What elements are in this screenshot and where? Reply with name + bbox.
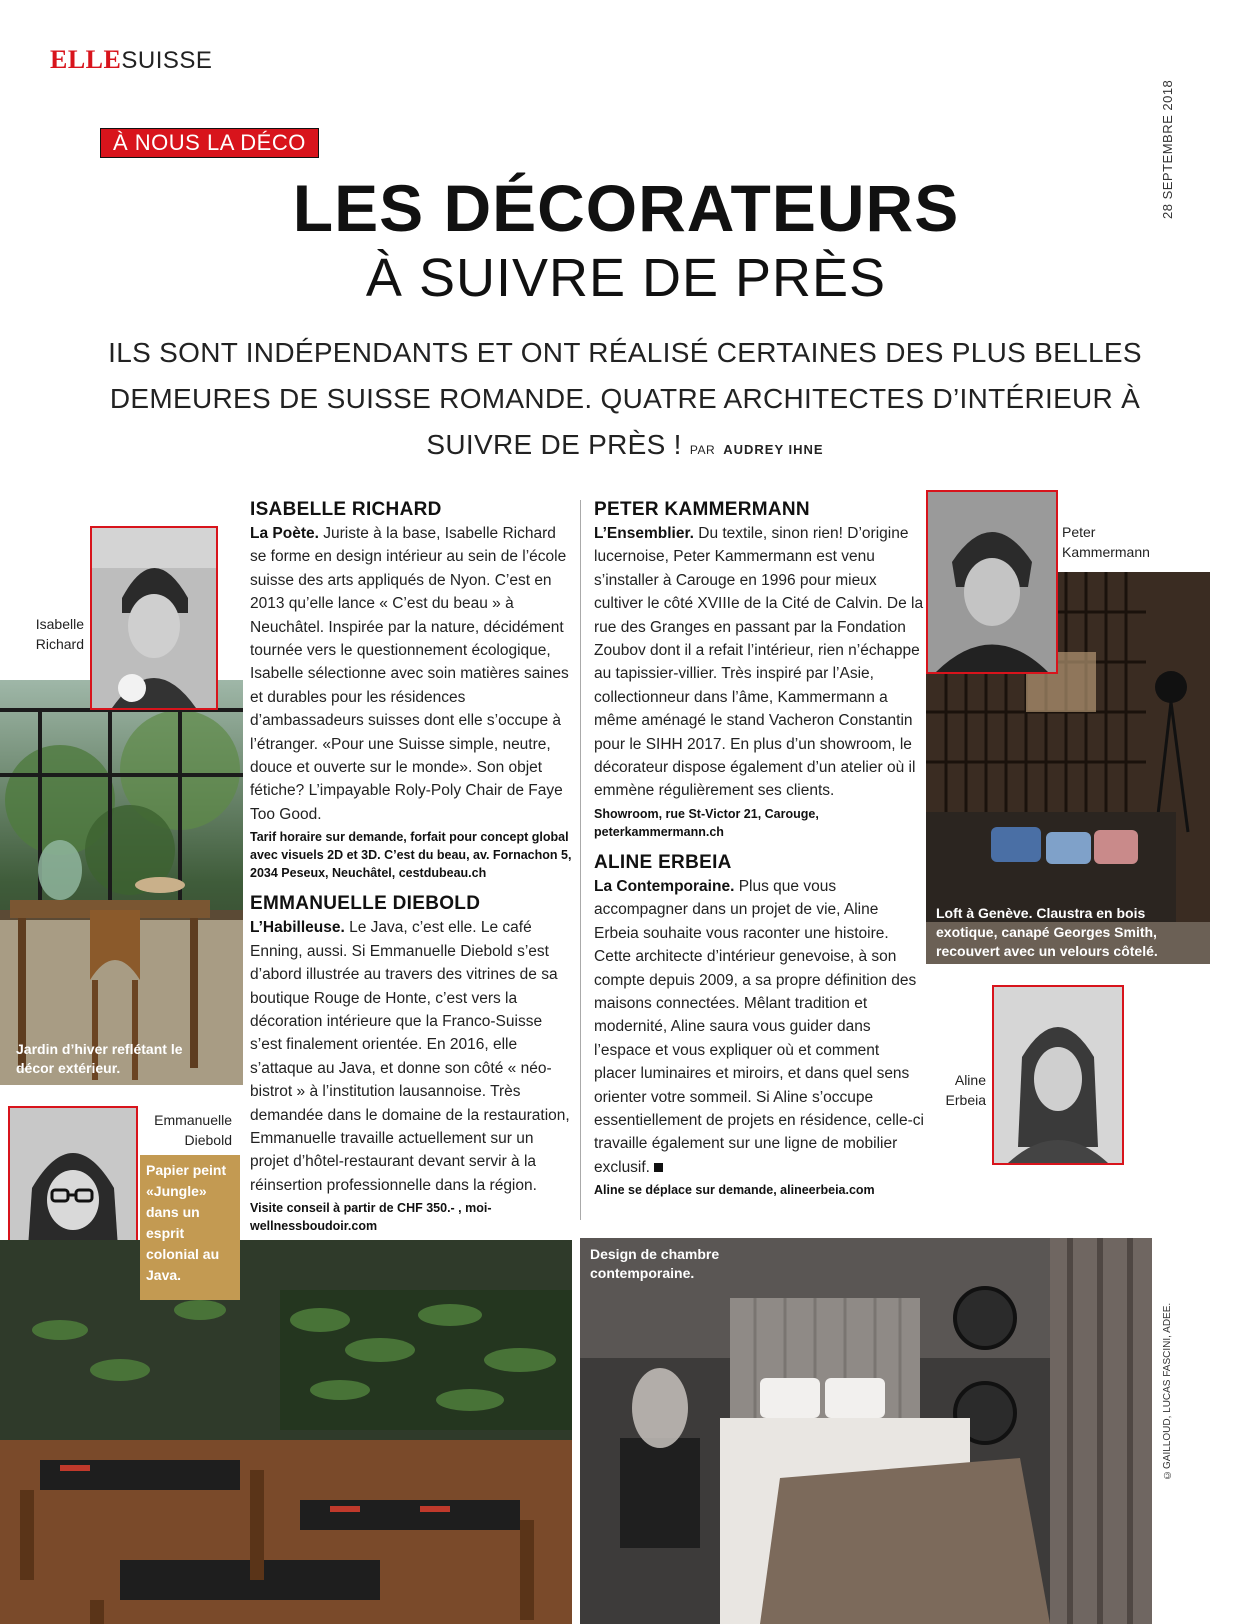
aline-text: Plus que vous accompagner dans un projet de vie, Aline Erbeia souhaite vous raconter une histoire. Cette architecte d’intérieur genevoise, à son compte depuis 2009, a sa propre définition des maisons connectées. Mêlant tradition et modernité, Aline saura vous guider dans l’espace et vous expliquer où et comment placer luminaires et miroirs, et dans quel sens orienter votre sommeil. Si Aline s’occupe essentiellement de projets en résidence, celle-ci travaille également sur une ligne de mobilier exclusif. [594, 877, 924, 1176]
peter-portrait-illustration [928, 492, 1056, 672]
brand-name: ELLE [50, 45, 122, 74]
column-divider [580, 500, 581, 1220]
aline-info: Aline se déplace sur demande, alineerbeia.com [594, 1183, 875, 1198]
aline-portrait-illustration [994, 987, 1122, 1163]
peter-portrait [926, 490, 1058, 674]
aline-body [594, 875, 924, 1179]
peter-text: Du textile, sinon rien! D’origine lucernoise, Peter Kammermann est venu s’installer à Carouge en 1996 pour mieux cultiver le côté XVIIIe de la Cité de Calvin. De la rue des Granges en passant par la Fondation Zoubov dont il a refait l’intérieur, rien n’échappe au tapissier-villier. Très inspiré par l’Asie, collectionneur dans l’âme, Kammermann a même aménagé le stand Vacheron Constantin pour le SIHH 2017. En plus d’un showroom, le décorateur dispose également d’un atelier où il emmène régulièrement ses clients. [594, 525, 924, 800]
rubric-label: À NOUS LA DÉCO [100, 128, 319, 158]
isabelle-text: Juriste à la base, Isabelle Richard se forme en design intérieur au sein de l’école suisse des arts appliqués de Nyon. C’est en 2013 qu’elle lance « C’est du beau » à Neuchâtel. Inspirée par la nature, décidément tournée vers le questionnement écologique, Isabelle sélectionne avec soin matières saines et durables pour les résidences d’ambassadeurs suisses dont elle s’occupe à l’étranger. «Pour une Suisse simple, neutre, douce et ouverte sur le monde». Son objet fétiche? L’impayable Roly-Poly Chair de Faye Too Good. [250, 525, 569, 823]
emmanuelle-text: Le Java, c’est elle. Le café Enning, aussi. Si Emmanuelle Diebold s’est d’abord illustrée au travers des vitrines de sa boutique Rouge de Honte, c’est vers la décoration intérieure que la Franco-Suisse s’est finalement orientée. En 2016, elle s’attaque au Java, et donne son côté « néo-bistrot » à l’institution lausannoise. Très demandée dans le domaine de la restauration, Emmanuelle travaille actuellement sur un projet d’hôtel-restaurant devant servir à la réinsertion professionnelle dans la région. [250, 919, 570, 1194]
emmanuelle-lead: L’Habilleuse. [250, 919, 345, 937]
restaurant-illustration [0, 1240, 572, 1624]
isabelle-portrait-caption: Isabelle Richard [35, 616, 84, 652]
issue-date: 28 SEPTEMBRE 2018 [1160, 80, 1175, 220]
emmanuelle-body [250, 916, 572, 1197]
peter-body [594, 522, 924, 803]
peter-portrait-caption: Peter Kammermann [1062, 524, 1150, 560]
magazine-logo [50, 44, 212, 75]
emmanuelle-info: Visite conseil à partir de CHF 350.- , moi-wellnessboudoir.com [250, 1201, 492, 1234]
byline-prefix: PAR [689, 443, 716, 457]
bedroom-illustration [580, 1238, 1152, 1624]
aline-name: ALINE ERBEIA [594, 851, 732, 873]
winter-garden-caption: Jardin d’hiver reflétant le décor extérieur. [16, 1041, 183, 1076]
column-left-text [250, 498, 572, 1235]
emmanuelle-name: EMMANUELLE DIEBOLD [250, 893, 481, 915]
isabelle-portrait [90, 526, 218, 710]
end-mark [654, 1163, 663, 1172]
peter-name: PETER KAMMERMANN [594, 499, 810, 520]
column-right-text [594, 498, 924, 1199]
isabelle-name: ISABELLE RICHARD [250, 499, 442, 520]
photo-credits: ©GAILLOUD, LUCAS FASCINI, ADEE. [1162, 1302, 1173, 1480]
emmanuelle-portrait-caption: Emmanuelle Diebold [154, 1112, 232, 1148]
aline-portrait-caption: Aline Erbeia [945, 1072, 986, 1108]
isabelle-portrait-illustration [92, 528, 216, 708]
aline-portrait [992, 985, 1124, 1165]
isabelle-info: Tarif horaire sur demande, forfait pour concept global avec visuels 2D et 3D. C’est du beau, av. Fornachon 5, 2034 Peseux, Neuchâtel, cestdubeau.ch [250, 830, 572, 881]
loft-caption: Loft à Genève. Claustra en bois exotique, canapé Georges Smith, recouvert avec un velours côtelé. [936, 905, 1158, 959]
bedroom-photo [580, 1238, 1152, 1624]
bedroom-caption: Design de chambre contemporaine. [590, 1246, 720, 1281]
isabelle-lead: La Poète. [250, 525, 319, 542]
winter-garden-photo [0, 680, 243, 1085]
peter-info: Showroom, rue St-Victor 21, Carouge, peterkammermann.ch [594, 806, 819, 839]
restaurant-photo [0, 1240, 572, 1624]
edition-name: SUISSE [121, 47, 213, 74]
peter-lead: L’Ensemblier. [594, 525, 694, 542]
restaurant-caption: Papier peint «Jungle» dans un esprit colonial au Java. [146, 1162, 227, 1283]
dek [90, 330, 1160, 473]
headline-line1: LES DÉCORATEURS [292, 171, 960, 245]
dek-text: ILS SONT INDÉPENDANTS ET ONT RÉALISÉ CERTAINES DES PLUS BELLES DEMEURES DE SUISSE ROMANDE. QUATRE ARCHITECTES D’INTÉRIEUR À SUIVRE DE PRÈS ! [108, 337, 1142, 460]
aline-lead: La Contemporaine. [594, 877, 735, 895]
isabelle-body [250, 522, 572, 826]
winter-garden-illustration [0, 680, 243, 1085]
headline-line2: À SUIVRE DE PRÈS [365, 248, 887, 308]
byline-author: AUDREY IHNE [723, 442, 824, 457]
